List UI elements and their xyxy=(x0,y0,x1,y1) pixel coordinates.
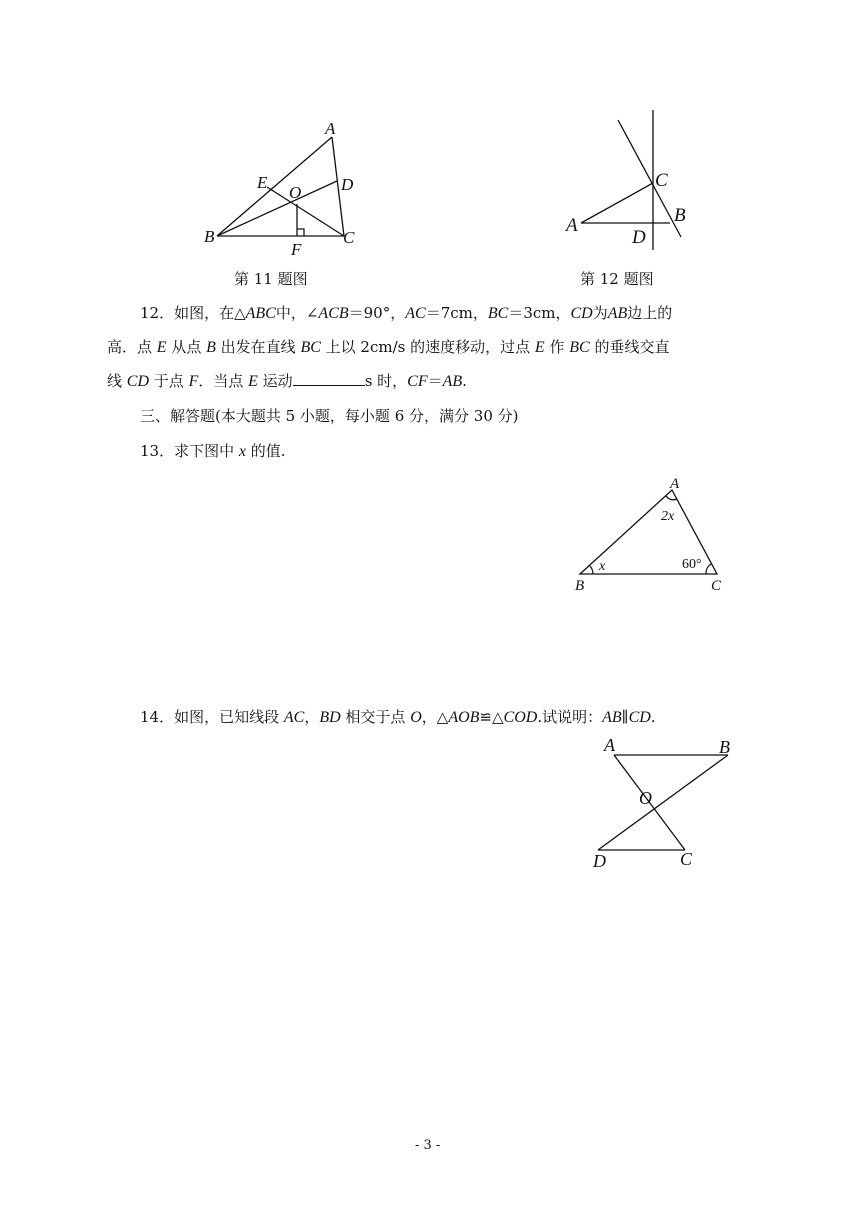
fig12-segment-ac xyxy=(581,183,653,223)
fig12-label-d: D xyxy=(632,227,646,248)
page-number: - 3 - xyxy=(415,1138,441,1153)
fig14-label-d: D xyxy=(593,851,606,871)
fig11-side-ab xyxy=(217,137,332,236)
q12-line-1: 12．如图，在△ABC中，∠ACB＝90°，AC＝7cm，BC＝3cm，CD为AB边上的 xyxy=(140,304,673,322)
fig11-label-e: E xyxy=(257,173,268,192)
figure-11 xyxy=(195,115,375,265)
fig11-label-d: D xyxy=(341,175,354,194)
fig13-angle-arc-b xyxy=(590,566,593,574)
figure-13 xyxy=(565,475,740,600)
fig11-segment-bd xyxy=(217,181,337,236)
figure-14 xyxy=(585,735,740,870)
figure-12 xyxy=(560,110,710,255)
fig14-label-b: B xyxy=(719,737,730,757)
fig11-right-angle-mark xyxy=(297,229,304,236)
fig13-label-b: B xyxy=(575,578,585,594)
fig12-label-b: B xyxy=(674,205,686,226)
section-3-heading: 三、解答题(本大题共 5 小题，每小题 6 分，满分 30 分) xyxy=(140,407,519,425)
q12-line-3: 线 CD 于点 F．当点 E 运动 s 时，CF＝AB. xyxy=(107,372,467,390)
fig13-label-a: A xyxy=(670,476,680,492)
fig12-label-a: A xyxy=(566,215,578,236)
fig11-segment-ce xyxy=(267,187,344,236)
fig14-label-a: A xyxy=(604,735,615,755)
fig12-caption: 第 12 题图 xyxy=(580,270,654,288)
fig14-label-o: O xyxy=(639,788,652,808)
fig13-label-c: C xyxy=(711,578,722,594)
fig12-label-c: C xyxy=(655,170,668,191)
fig11-label-a: A xyxy=(325,119,336,138)
q13-text: 13．求下图中 x 的值. xyxy=(140,442,286,460)
q12-line-2: 高．点 E 从点 B 出发在直线 BC 上以 2cm/s 的速度移动，过点 E 作 BC 的垂线交直 xyxy=(107,338,670,356)
fig13-angle-label-c: 60° xyxy=(682,557,702,572)
fig12-slanted-line-cb xyxy=(618,120,681,237)
fig13-angle-label-b: x xyxy=(599,559,606,574)
fig11-label-o: O xyxy=(289,183,302,202)
answer-blank[interactable] xyxy=(293,371,365,386)
fig11-label-f: F xyxy=(291,240,302,259)
fig11-label-c: C xyxy=(343,228,355,247)
q14-text: 14．如图，已知线段 AC，BD 相交于点 O，△AOB≌△COD.试说明：AB∥CD. xyxy=(140,708,656,726)
fig14-label-c: C xyxy=(680,849,693,869)
fig13-angle-label-a: 2x xyxy=(661,509,675,524)
fig14-segment-bd xyxy=(598,755,728,850)
fig11-label-b: B xyxy=(204,227,215,246)
fig11-caption: 第 11 题图 xyxy=(234,270,308,288)
fig13-angle-arc-c xyxy=(706,564,711,574)
